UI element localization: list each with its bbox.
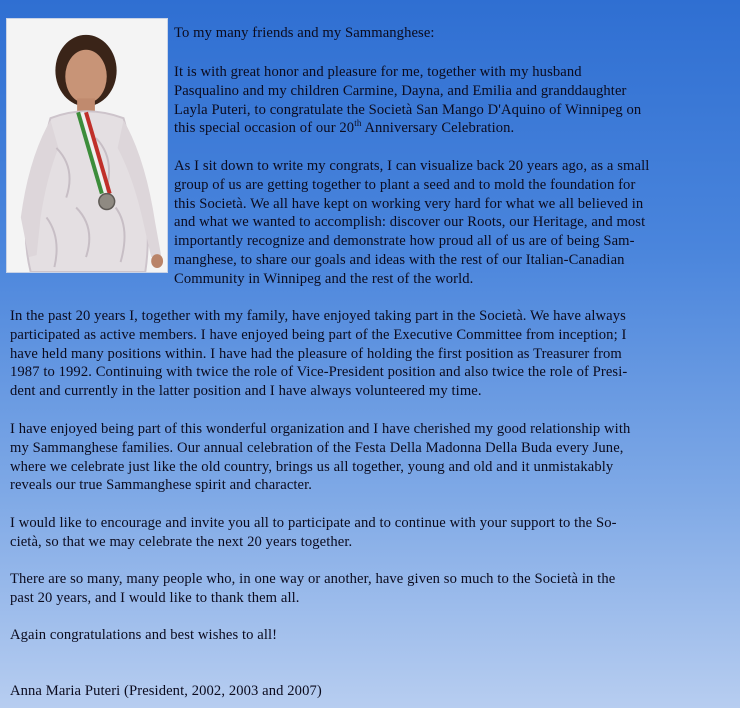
history-line: have held many positions within. I have had the pleasure of holding the first position as Treasurer from [10, 345, 622, 362]
ordinal-suffix: th [354, 118, 362, 129]
intro-line: Pasqualino and my children Carmine, Dayna, and Emilia and granddaughter [174, 82, 627, 99]
author-portrait-photo [6, 18, 168, 273]
closing-line [10, 626, 732, 645]
signature-text: Anna Maria Puteri (President, 2002, 2003 and 2007) [10, 683, 322, 699]
encouragement-paragraph [10, 514, 732, 552]
intro-line-end: Anniversary Celebration. [361, 120, 515, 137]
signature-line [10, 682, 732, 701]
history-line: dent and currently in the latter position and I have always volunteered my time. [10, 383, 482, 400]
intro-line: Layla Puteri, to congratulate the Società San Mango D'Aquino of Winnipeg on [174, 101, 642, 118]
organization-line: reveals our true Sammanghese spirit and character. [10, 477, 313, 494]
intro-paragraph [174, 63, 734, 138]
closing-text: Again congratulations and best wishes to all! [10, 627, 278, 643]
thanks-paragraph [10, 570, 732, 608]
greeting-text: To my many friends and my Sammanghese: [174, 25, 435, 41]
intro-line: It is with great honor and pleasure for me, together with my husband [174, 64, 582, 80]
history-line: 1987 to 1992. Continuing with twice the role of Vice-President position and also twice the role of Presi- [10, 364, 628, 381]
encouragement-line: I would like to encourage and invite you all to participate and to continue with your support to the So- [10, 515, 617, 531]
founding-line: importantly recognize and demonstrate how proud all of us are of being Sam- [174, 233, 635, 250]
founding-paragraph [174, 157, 734, 289]
intro-line: this special occasion of our 20 [174, 120, 355, 137]
letter-greeting [174, 24, 734, 43]
thanks-line: There are so many, many people who, in one way or another, have given so much to the Società in the [10, 571, 616, 587]
organization-line: I have enjoyed being part of this wonderful organization and I have cherished my good relationship with [10, 421, 631, 437]
history-line: In the past 20 years I, together with my family, have enjoyed taking part in the Società. We have always [10, 308, 626, 324]
founding-line: As I sit down to write my congrats, I can visualize back 20 years ago, as a small [174, 158, 650, 174]
encouragement-line: cietà, so that we may celebrate the next 20 years together. [10, 533, 353, 550]
founding-line: group of us are getting together to plant a seed and to mold the foundation for [174, 176, 636, 193]
history-paragraph [10, 307, 732, 401]
organization-line: where we celebrate just like the old country, brings us all together, young and old and it unmistakably [10, 458, 614, 475]
founding-line: manghese, to share our goals and ideas with the rest of our Italian-Canadian [174, 251, 625, 268]
organization-paragraph [10, 420, 732, 495]
founding-line: Community in Winnipeg and the rest of the world. [174, 270, 474, 287]
founding-line: this Società. We all have kept on working very hard for what we all believed in [174, 195, 644, 212]
history-line: participated as active members. I have enjoyed being part of the Executive Committee from inception; I [10, 326, 627, 343]
thanks-line: past 20 years, and I would like to thank them all. [10, 589, 300, 606]
founding-line: and what we wanted to accomplish: discover our Roots, our Heritage, and most [174, 214, 646, 231]
organization-line: my Sammanghese families. Our annual celebration of the Festa Della Madonna Della Buda every June, [10, 439, 624, 456]
